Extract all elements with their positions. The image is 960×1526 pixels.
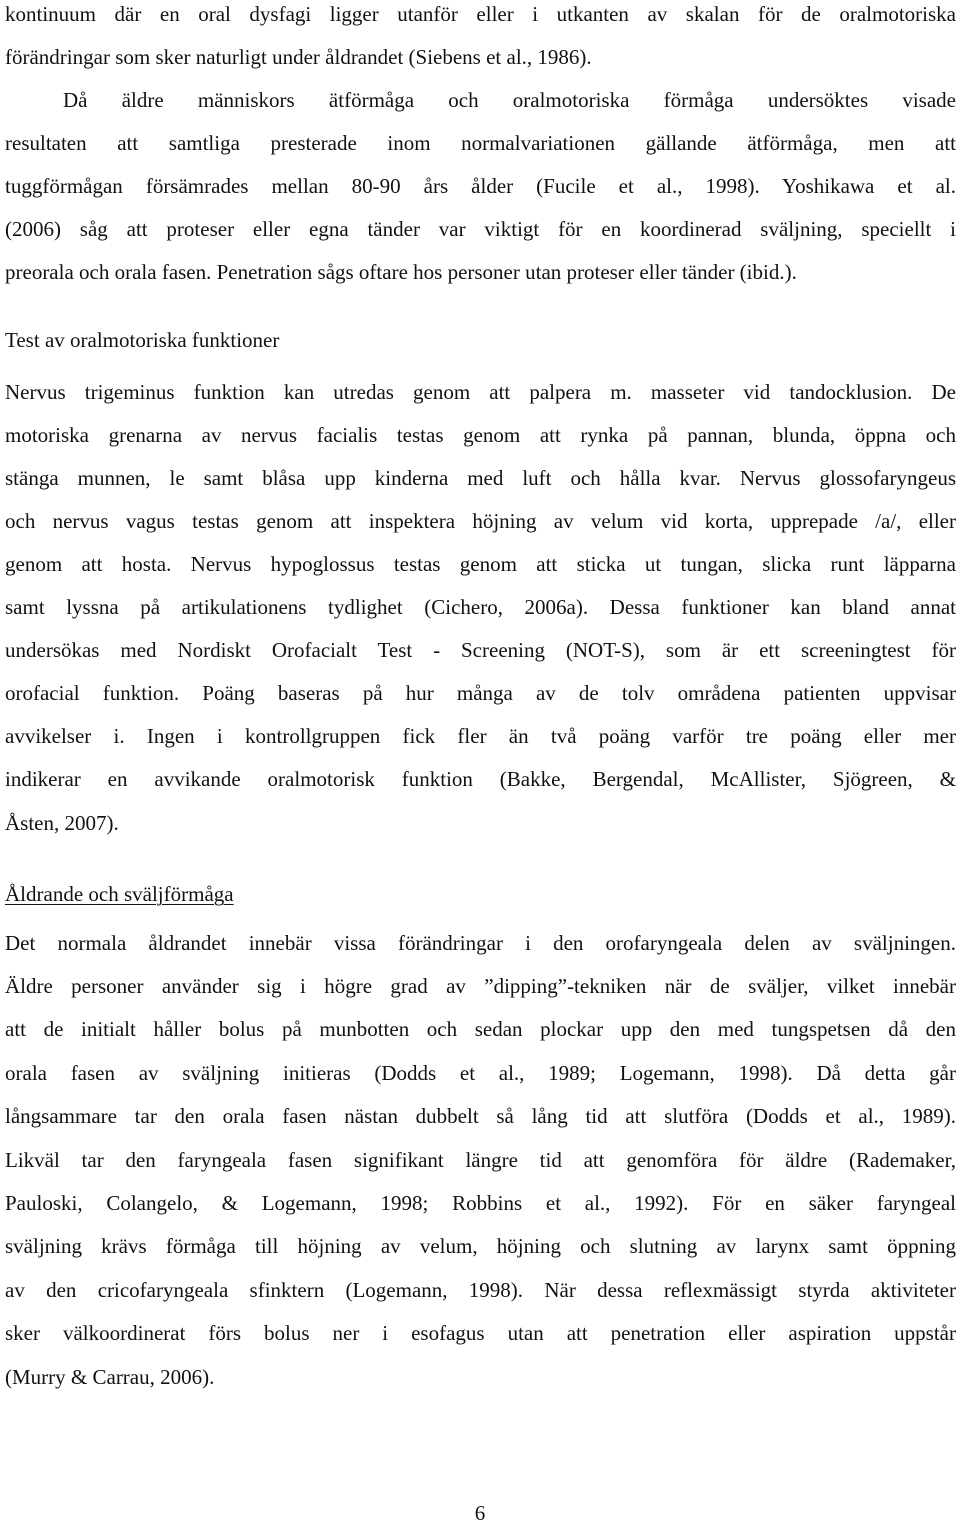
text-line: Äldre personer använder sig i högre grad av ”dipping”-tekniken när de sväljer, vilket innebär [5, 974, 956, 998]
text-line: kontinuum där en oral dysfagi ligger utanför eller i utkanten av skalan för de oralmotoriska [5, 2, 956, 26]
text-line: (2006) såg att proteser eller egna tänder var viktigt för en koordinerad sväljning, speciellt i [5, 217, 956, 241]
text-line: undersökas med Nordiskt Orofacialt Test - Screening (NOT-S), som är ett screeningtest för [5, 638, 956, 662]
text-line: preorala och orala fasen. Penetration sågs oftare hos personer utan proteser eller tänder (ibid.). [5, 260, 797, 284]
text-line: resultaten att samtliga presterade inom normalvariationen gällande ätförmåga, men att [5, 131, 956, 155]
text-line: avvikelser i. Ingen i kontrollgruppen fick fler än två poäng varför tre poäng eller mer [5, 724, 956, 748]
text-line: förändringar som sker naturligt under åldrandet (Siebens et al., 1986). [5, 45, 592, 69]
text-line: och nervus vagus testas genom att inspektera höjning av velum vid korta, upprepade /a/, eller [5, 509, 956, 533]
text-line: tuggförmågan försämrades mellan 80-90 års ålder (Fucile et al., 1998). Yoshikawa et al. [5, 174, 956, 198]
text-line: sker välkoordinerat förs bolus ner i esofagus utan att penetration eller aspiration uppstår [5, 1321, 956, 1345]
section-heading-aging-swallowing: Åldrande och sväljförmåga [5, 882, 234, 906]
text-line: orofacial funktion. Poäng baseras på hur många av de tolv områdena patienten uppvisar [5, 681, 956, 705]
text-line: Då äldre människors ätförmåga och oralmotoriska förmåga undersöktes visade [63, 88, 956, 112]
text-line: av den cricofaryngeala sfinktern (Logemann, 1998). När dessa reflexmässigt styrda aktiviteter [5, 1278, 956, 1302]
text-line: Pauloski, Colangelo, & Logemann, 1998; Robbins et al., 1992). För en säker faryngeal [5, 1191, 956, 1215]
text-line: sväljning krävs förmåga till höjning av velum, höjning och slutning av larynx samt öppning [5, 1234, 956, 1258]
text-line: (Murry & Carrau, 2006). [5, 1365, 215, 1389]
page-number: 6 [474, 1501, 486, 1525]
text-line: Nervus trigeminus funktion kan utredas genom att palpera m. masseter vid tandocklusion. De [5, 380, 956, 404]
text-line: Likväl tar den faryngeala fasen signifikant längre tid att genomföra för äldre (Rademaker, [5, 1148, 956, 1172]
text-line: att de initialt håller bolus på munbotten och sedan plockar upp den med tungspetsen då den [5, 1017, 956, 1041]
text-line: långsammare tar den orala fasen nästan dubbelt så lång tid att slutföra (Dodds et al., 1989). [5, 1104, 956, 1128]
text-line: orala fasen av sväljning initieras (Dodds et al., 1989; Logemann, 1998). Då detta går [5, 1061, 956, 1085]
section-heading-oralmotor-tests: Test av oralmotoriska funktioner [5, 328, 280, 352]
text-line: samt lyssna på artikulationens tydlighet (Cichero, 2006a). Dessa funktioner kan bland annat [5, 595, 956, 619]
text-line: indikerar en avvikande oralmotorisk funktion (Bakke, Bergendal, McAllister, Sjögreen, & [5, 767, 956, 791]
text-line: Det normala åldrandet innebär vissa förändringar i den orofaryngeala delen av sväljningen. [5, 931, 956, 955]
text-line: motoriska grenarna av nervus facialis testas genom att rynka på pannan, blunda, öppna och [5, 423, 956, 447]
text-line: stänga munnen, le samt blåsa upp kinderna med luft och hålla kvar. Nervus glossofaryngeus [5, 466, 956, 490]
text-line: Åsten, 2007). [5, 811, 119, 835]
text-line: genom att hosta. Nervus hypoglossus testas genom att sticka ut tungan, slicka runt läpparna [5, 552, 956, 576]
